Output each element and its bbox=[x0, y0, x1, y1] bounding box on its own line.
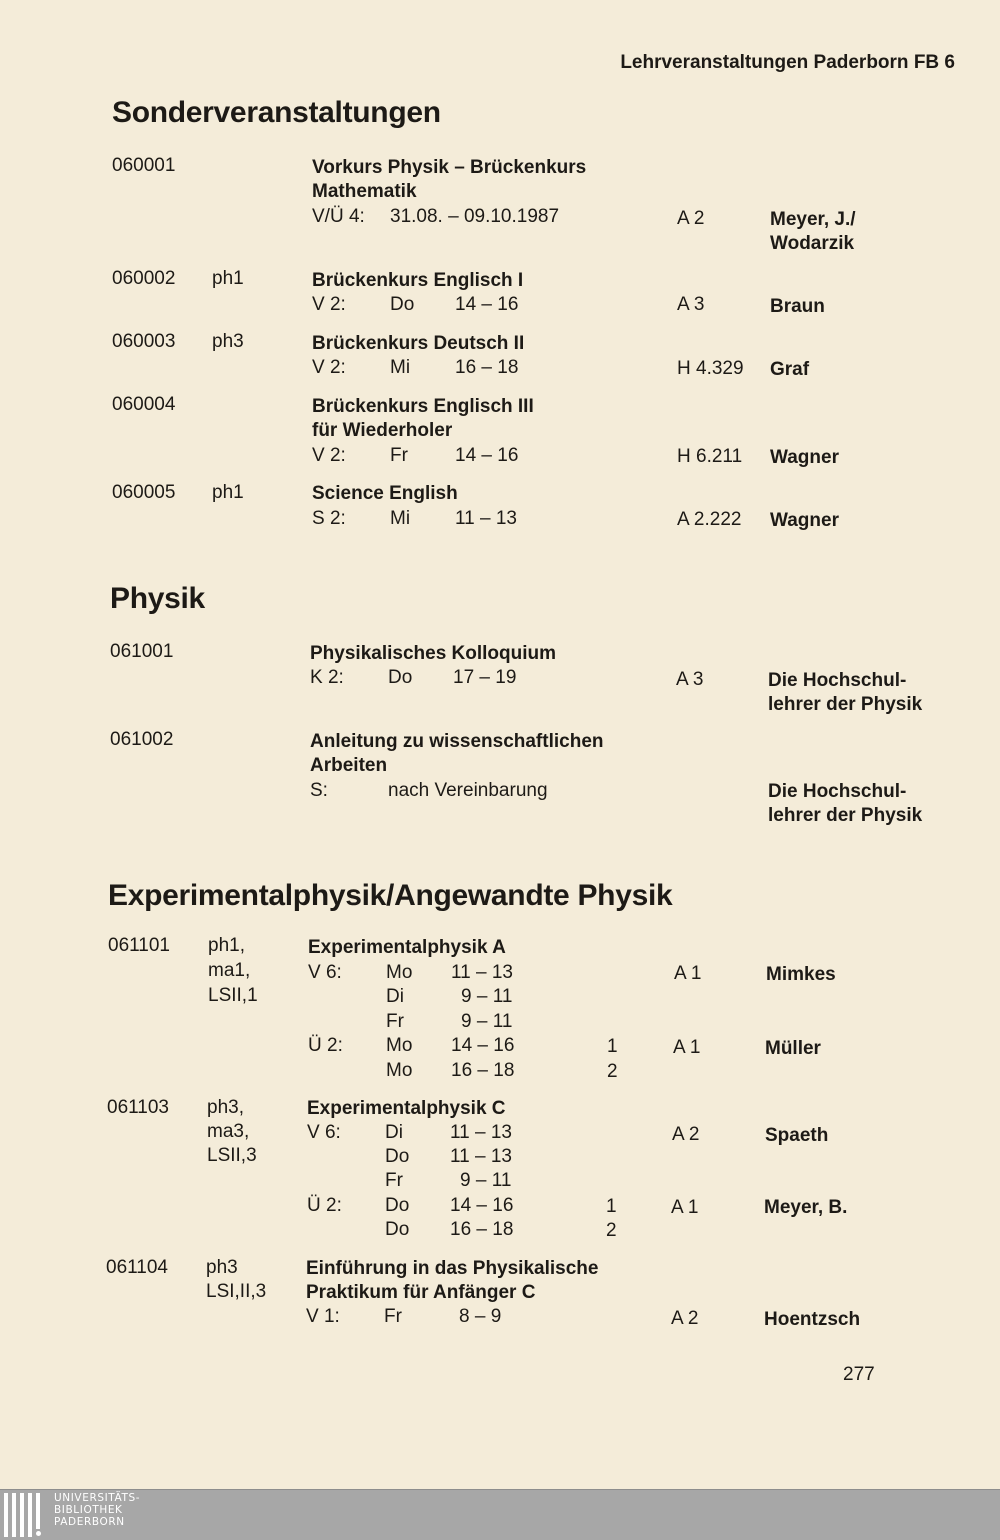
course-time: 16 – 18 bbox=[455, 357, 519, 378]
session-group: 2 bbox=[606, 1220, 617, 1241]
session-room: A 2 bbox=[671, 1308, 699, 1329]
session-time: 9 – 11 bbox=[461, 1011, 513, 1032]
session-time: 9 – 11 bbox=[460, 1170, 512, 1191]
course-lecturer: lehrer der Physik bbox=[768, 805, 923, 826]
session-day: Do bbox=[385, 1146, 410, 1167]
course-title: Physikalisches Kolloquium bbox=[310, 643, 557, 664]
course-type: S: bbox=[310, 780, 328, 801]
session-day: Di bbox=[385, 1122, 403, 1143]
course-lecturer: Wagner bbox=[770, 510, 839, 531]
course-code: LSII,3 bbox=[207, 1145, 257, 1166]
session-group: 2 bbox=[607, 1061, 618, 1082]
course-schedule: nach Vereinbarung bbox=[388, 780, 548, 801]
session-type: V 6: bbox=[307, 1122, 341, 1143]
course-number: 060003 bbox=[112, 331, 176, 352]
course-room: H 4.329 bbox=[677, 358, 744, 379]
course-type: V 2: bbox=[312, 294, 346, 315]
session-day: Do bbox=[385, 1195, 410, 1216]
session-day: Do bbox=[385, 1219, 410, 1240]
session-day: Fr bbox=[386, 1011, 404, 1032]
library-name-line: BIBLIOTHEK bbox=[54, 1504, 123, 1516]
course-day: Do bbox=[390, 294, 415, 315]
course-code: ph1 bbox=[212, 482, 244, 503]
course-code: ph1 bbox=[212, 268, 244, 289]
library-name-line: PADERBORN bbox=[54, 1516, 125, 1528]
session-room: A 1 bbox=[671, 1197, 699, 1218]
library-name-line: UNIVERSITÄTS- bbox=[54, 1492, 141, 1504]
course-room: A 2.222 bbox=[677, 509, 742, 530]
course-title: Brückenkurs Englisch III bbox=[312, 396, 534, 417]
course-code: ph3 bbox=[212, 331, 244, 352]
session-lecturer: Hoentzsch bbox=[764, 1309, 861, 1330]
session-room: A 1 bbox=[673, 1037, 701, 1058]
course-code: ma3, bbox=[207, 1121, 250, 1142]
course-time: 11 – 13 bbox=[455, 508, 517, 529]
page-number: 277 bbox=[843, 1364, 875, 1385]
course-room: A 2 bbox=[677, 208, 705, 229]
course-dates: 31.08. – 09.10.1987 bbox=[390, 206, 560, 227]
course-day: Fr bbox=[390, 445, 408, 466]
course-room: H 6.211 bbox=[677, 446, 743, 467]
session-day: Fr bbox=[385, 1170, 403, 1191]
course-title: Anleitung zu wissenschaftlichen bbox=[310, 731, 604, 752]
course-number: 061103 bbox=[107, 1097, 169, 1118]
session-group: 1 bbox=[607, 1036, 618, 1057]
session-time: 8 – 9 bbox=[459, 1306, 502, 1327]
session-type: Ü 2: bbox=[308, 1035, 343, 1056]
course-type: K 2: bbox=[310, 667, 344, 688]
section-title-sonderveranstaltungen: Sonderveranstaltungen bbox=[112, 96, 441, 129]
session-time: 16 – 18 bbox=[451, 1060, 515, 1081]
session-lecturer: Spaeth bbox=[765, 1125, 829, 1146]
course-day: Mi bbox=[390, 508, 411, 529]
course-lecturer: lehrer der Physik bbox=[768, 694, 923, 715]
session-day: Mo bbox=[386, 962, 413, 983]
course-lecturer: Wagner bbox=[770, 447, 839, 468]
course-title: Vorkurs Physik – Brückenkurs bbox=[312, 157, 587, 178]
course-title: Brückenkurs Deutsch II bbox=[312, 333, 525, 354]
section-title-experimentalphysik: Experimentalphysik/Angewandte Physik bbox=[108, 879, 673, 912]
course-time: 14 – 16 bbox=[455, 445, 519, 466]
course-lecturer: Die Hochschul- bbox=[768, 781, 907, 802]
course-lecturer: Meyer, J./ bbox=[770, 209, 856, 230]
course-type: V 2: bbox=[312, 357, 346, 378]
session-room: A 2 bbox=[672, 1124, 700, 1145]
course-number: 061101 bbox=[108, 935, 170, 956]
session-time: 11 – 13 bbox=[450, 1146, 512, 1167]
course-title: Einführung in das Physikalische bbox=[306, 1258, 599, 1279]
session-time: 11 – 13 bbox=[451, 962, 513, 983]
course-code: ma1, bbox=[208, 960, 251, 981]
running-header: Lehrveranstaltungen Paderborn FB 6 bbox=[620, 52, 955, 73]
course-type: V 2: bbox=[312, 445, 346, 466]
library-footer bbox=[0, 1489, 1000, 1540]
course-title: Arbeiten bbox=[310, 755, 388, 776]
course-title: Science English bbox=[312, 483, 458, 504]
course-type: S 2: bbox=[312, 508, 346, 529]
course-time: 17 – 19 bbox=[453, 667, 517, 688]
session-time: 9 – 11 bbox=[461, 986, 513, 1007]
session-time: 16 – 18 bbox=[450, 1219, 514, 1240]
course-code: ph3 bbox=[206, 1257, 238, 1278]
course-number: 061104 bbox=[106, 1257, 168, 1278]
course-title: Brückenkurs Englisch I bbox=[312, 270, 524, 291]
session-type: Ü 2: bbox=[307, 1195, 342, 1216]
course-number: 060005 bbox=[112, 482, 176, 503]
session-time: 14 – 16 bbox=[451, 1035, 515, 1056]
session-lecturer: Müller bbox=[765, 1038, 821, 1059]
course-room: A 3 bbox=[676, 669, 704, 690]
session-day: Di bbox=[386, 986, 404, 1007]
course-title: Mathematik bbox=[312, 181, 417, 202]
course-lecturer: Wodarzik bbox=[770, 233, 855, 254]
course-day: Do bbox=[388, 667, 413, 688]
course-lecturer: Die Hochschul- bbox=[768, 670, 907, 691]
course-code: ph1, bbox=[208, 935, 245, 956]
library-name bbox=[54, 1492, 140, 1528]
course-title: für Wiederholer bbox=[312, 420, 453, 441]
session-time: 11 – 13 bbox=[450, 1122, 512, 1143]
session-day: Mo bbox=[386, 1060, 413, 1081]
library-logo-icon bbox=[2, 1493, 48, 1537]
course-day: Mi bbox=[390, 357, 411, 378]
course-title: Praktikum für Anfänger C bbox=[306, 1282, 536, 1303]
course-code: ph3, bbox=[207, 1097, 244, 1118]
session-time: 14 – 16 bbox=[450, 1195, 514, 1216]
course-lecturer: Graf bbox=[770, 359, 810, 380]
session-room: A 1 bbox=[674, 963, 702, 984]
course-number: 060001 bbox=[112, 155, 176, 176]
session-lecturer: Mimkes bbox=[766, 964, 836, 985]
session-type: V 1: bbox=[306, 1306, 340, 1327]
course-number: 061001 bbox=[110, 641, 174, 662]
session-day: Mo bbox=[386, 1035, 413, 1056]
course-number: 060004 bbox=[112, 394, 176, 415]
course-title: Experimentalphysik A bbox=[308, 937, 506, 958]
session-group: 1 bbox=[606, 1196, 617, 1217]
course-code: LSII,1 bbox=[208, 985, 258, 1006]
course-lecturer: Braun bbox=[770, 296, 825, 317]
session-type: V 6: bbox=[308, 962, 342, 983]
session-day: Fr bbox=[384, 1306, 402, 1327]
course-type: V/Ü 4: bbox=[312, 206, 365, 227]
session-lecturer: Meyer, B. bbox=[764, 1197, 848, 1218]
course-number: 060002 bbox=[112, 268, 176, 289]
course-code: LSI,II,3 bbox=[206, 1281, 267, 1302]
course-room: A 3 bbox=[677, 294, 705, 315]
course-time: 14 – 16 bbox=[455, 294, 519, 315]
course-number: 061002 bbox=[110, 729, 174, 750]
course-title: Experimentalphysik C bbox=[307, 1098, 506, 1119]
section-title-physik: Physik bbox=[110, 582, 205, 615]
